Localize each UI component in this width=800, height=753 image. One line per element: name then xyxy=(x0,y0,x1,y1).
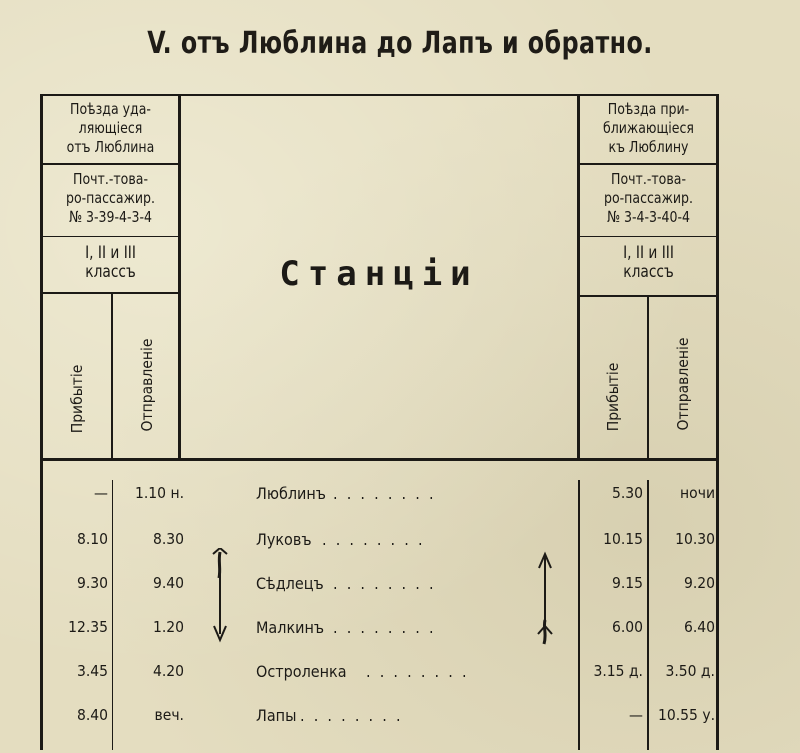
table-top-border xyxy=(40,94,719,96)
station-name: Малкинъ xyxy=(256,618,325,637)
station-leader-dots: . . . . . . . . xyxy=(333,574,434,593)
right-hdr-sep-1 xyxy=(579,163,717,165)
down-arrow-icon xyxy=(208,548,232,644)
left-col-divider-head xyxy=(111,293,113,459)
station-name: Лапы xyxy=(256,706,297,725)
left-train-header: Почт.-това- ро-пассажир. № 3-39-4-3-4 xyxy=(66,170,155,226)
station-leader-dots: . . . . . . . . xyxy=(322,530,423,549)
left-hdr-sep-2 xyxy=(42,236,178,237)
page-title: V. отъ Люблина до Лапъ и обратно. xyxy=(147,26,653,61)
station-name: Люблинъ xyxy=(256,484,326,503)
left-departure-time: 8.30 xyxy=(152,530,184,548)
right-class-header: I, II и III классъ xyxy=(623,243,674,282)
right-col-divider-head xyxy=(647,296,649,459)
left-departure-time: 1.10 н. xyxy=(134,484,184,502)
right-departure-time: 3.50 д. xyxy=(665,662,715,680)
left-departure-time: веч. xyxy=(154,706,184,724)
right-departure-time: 9.20 xyxy=(683,574,715,592)
table-left-border xyxy=(40,95,43,750)
left-arrival-time: 9.30 xyxy=(76,574,108,592)
up-arrow-icon xyxy=(533,550,557,646)
station-name: Сѣдлецъ xyxy=(256,574,324,593)
right-departure-time: 10.30 xyxy=(675,530,715,548)
station-name: Остроленка xyxy=(256,662,347,681)
header-bottom-border xyxy=(40,458,719,461)
left-arrival-label: Прибытіе xyxy=(68,364,86,434)
left-arrival-time: — xyxy=(94,484,108,502)
left-arrival-time: 3.45 xyxy=(76,662,108,680)
left-departure-time: 9.40 xyxy=(152,574,184,592)
right-arrival-time: 10.15 xyxy=(603,530,643,548)
left-departure-label: Отправленіе xyxy=(138,338,156,432)
left-departure-time: 1.20 xyxy=(152,618,184,636)
right-departure-time: 6.40 xyxy=(683,618,715,636)
station-name: Луковъ xyxy=(256,530,312,549)
left-direction-header: Поѣзда уда- ляющіеся отъ Люблина xyxy=(66,100,155,156)
right-arrival-time: 5.30 xyxy=(611,484,643,502)
left-departure-time: 4.20 xyxy=(152,662,184,680)
right-arrival-time: — xyxy=(629,706,643,724)
station-leader-dots: . . . . . . . . xyxy=(366,662,467,681)
right-arrival-time: 9.15 xyxy=(611,574,643,592)
right-arrival-time: 6.00 xyxy=(611,618,643,636)
right-hdr-sep-2 xyxy=(579,236,717,237)
left-hdr-sep-1 xyxy=(42,163,178,165)
left-arrival-time: 8.10 xyxy=(76,530,108,548)
table-right-border xyxy=(716,95,719,750)
right-arrival-label: Прибытіе xyxy=(604,362,622,432)
right-departure-time: ночи xyxy=(680,484,715,502)
right-departure-time: 10.55 у. xyxy=(657,706,715,724)
stations-column-header: Станціи xyxy=(279,254,479,294)
right-direction-header: Поѣзда при- ближающіеся къ Люблину xyxy=(603,100,694,156)
right-train-header: Почт.-това- ро-пассажир. № 3-4-3-40-4 xyxy=(604,170,693,226)
left-class-header: I, II и III классъ xyxy=(85,243,136,282)
left-arrival-time: 12.35 xyxy=(68,618,108,636)
right-arrival-time: 3.15 д. xyxy=(593,662,643,680)
station-leader-dots: . . . . . . . . xyxy=(333,618,434,637)
station-leader-dots: . . . . . . . . xyxy=(300,706,401,725)
left-hdr-sep-3 xyxy=(42,292,178,294)
left-col-divider-body xyxy=(112,480,113,750)
station-leader-dots: . . . . . . . . xyxy=(333,484,434,503)
right-departure-label: Отправленіе xyxy=(674,337,692,431)
left-arrival-time: 8.40 xyxy=(76,706,108,724)
